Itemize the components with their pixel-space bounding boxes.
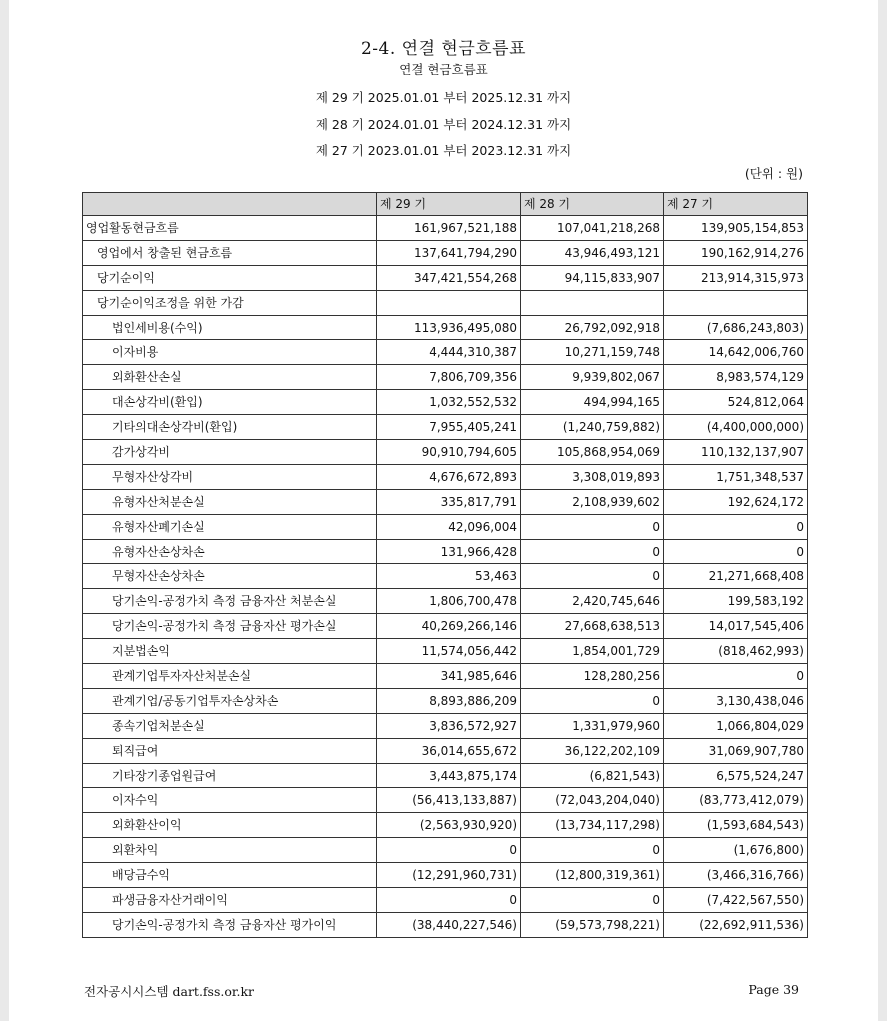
table-row	[83, 240, 808, 265]
row-label: 기타장기종업원급여	[83, 763, 377, 788]
value-cell-period-28: (72,043,204,040)	[521, 788, 664, 813]
value-cell-period-29: 113,936,495,080	[377, 315, 521, 340]
value-cell-period-29: 90,910,794,605	[377, 440, 521, 465]
value-cell-period-29: 1,806,700,478	[377, 589, 521, 614]
table-row	[83, 614, 808, 639]
value-cell-period-28: 43,946,493,121	[521, 240, 664, 265]
value-cell-period-27: 110,132,137,907	[664, 440, 808, 465]
value-cell-period-29: 347,421,554,268	[377, 265, 521, 290]
value-cell-period-29: (38,440,227,546)	[377, 912, 521, 937]
table-row	[83, 763, 808, 788]
table-row	[83, 788, 808, 813]
value-cell-period-27: 0	[664, 539, 808, 564]
row-label: 당기순이익조정을 위한 가감	[83, 290, 377, 315]
table-row	[83, 713, 808, 738]
value-cell-period-28: 107,041,218,268	[521, 216, 664, 241]
value-cell-period-29: 0	[377, 888, 521, 913]
table-row	[83, 415, 808, 440]
row-label: 배당금수익	[83, 863, 377, 888]
value-cell-period-28: 128,280,256	[521, 664, 664, 689]
value-cell-period-28: (6,821,543)	[521, 763, 664, 788]
table-row	[83, 888, 808, 913]
table-row	[83, 290, 808, 315]
value-cell-period-28: 0	[521, 888, 664, 913]
value-cell-period-27: 192,624,172	[664, 489, 808, 514]
value-cell-period-29: 36,014,655,672	[377, 738, 521, 763]
cash-flow-table	[82, 192, 808, 938]
row-label: 파생금융자산거래이익	[83, 888, 377, 913]
header-cell-period-27: 제 27 기	[664, 193, 808, 216]
value-cell-period-29: 42,096,004	[377, 514, 521, 539]
value-cell-period-28: 27,668,638,513	[521, 614, 664, 639]
period-line-28: 제 28 기 2024.01.01 부터 2024.12.31 까지	[315, 117, 572, 132]
table-row	[83, 216, 808, 241]
value-cell-period-27	[664, 290, 808, 315]
value-cell-period-29: 161,967,521,188	[377, 216, 521, 241]
value-cell-period-28: 10,271,159,748	[521, 340, 664, 365]
row-label: 외화환산손실	[83, 365, 377, 390]
footer-source: 전자공시시스템 dart.fss.or.kr	[84, 984, 255, 999]
value-cell-period-28: 0	[521, 539, 664, 564]
row-label: 외환차익	[83, 838, 377, 863]
value-cell-period-27: 199,583,192	[664, 589, 808, 614]
value-cell-period-28: 9,939,802,067	[521, 365, 664, 390]
value-cell-period-29: 11,574,056,442	[377, 639, 521, 664]
value-cell-period-27: 14,642,006,760	[664, 340, 808, 365]
value-cell-period-28: 1,854,001,729	[521, 639, 664, 664]
value-cell-period-29: 0	[377, 838, 521, 863]
row-label: 이자비용	[83, 340, 377, 365]
row-label: 기타의대손상각비(환입)	[83, 415, 377, 440]
row-label: 유형자산폐기손실	[83, 514, 377, 539]
value-cell-period-29: 1,032,552,532	[377, 390, 521, 415]
table-body	[83, 216, 808, 938]
table-row	[83, 813, 808, 838]
row-label: 지분법손익	[83, 639, 377, 664]
table-row	[83, 489, 808, 514]
value-cell-period-29: 4,676,672,893	[377, 464, 521, 489]
value-cell-period-28: 0	[521, 688, 664, 713]
value-cell-period-28: (59,573,798,221)	[521, 912, 664, 937]
value-cell-period-27: 1,066,804,029	[664, 713, 808, 738]
value-cell-period-28: 494,994,165	[521, 390, 664, 415]
row-label: 영업에서 창출된 현금흐름	[83, 240, 377, 265]
value-cell-period-29: (2,563,930,920)	[377, 813, 521, 838]
value-cell-period-29: 53,463	[377, 564, 521, 589]
document-title: 2-4. 연결 현금흐름표	[360, 39, 527, 59]
value-cell-period-29: 341,985,646	[377, 664, 521, 689]
value-cell-period-27: (22,692,911,536)	[664, 912, 808, 937]
table-row	[83, 514, 808, 539]
value-cell-period-29: 8,893,886,209	[377, 688, 521, 713]
value-cell-period-29: 3,836,572,927	[377, 713, 521, 738]
value-cell-period-27: 31,069,907,780	[664, 738, 808, 763]
value-cell-period-28: 26,792,092,918	[521, 315, 664, 340]
table-row	[83, 688, 808, 713]
value-cell-period-28: (13,734,117,298)	[521, 813, 664, 838]
header-cell-period-28: 제 28 기	[521, 193, 664, 216]
table-row	[83, 589, 808, 614]
value-cell-period-29: 7,806,709,356	[377, 365, 521, 390]
value-cell-period-29: 335,817,791	[377, 489, 521, 514]
value-cell-period-27: 14,017,545,406	[664, 614, 808, 639]
table-row	[83, 340, 808, 365]
table-row	[83, 838, 808, 863]
value-cell-period-28: 2,108,939,602	[521, 489, 664, 514]
table-row	[83, 464, 808, 489]
table-header-row	[83, 193, 808, 216]
value-cell-period-27: (1,676,800)	[664, 838, 808, 863]
row-label: 외화환산이익	[83, 813, 377, 838]
row-label: 당기순이익	[83, 265, 377, 290]
value-cell-period-28: 105,868,954,069	[521, 440, 664, 465]
value-cell-period-27: 524,812,064	[664, 390, 808, 415]
value-cell-period-28: 1,331,979,960	[521, 713, 664, 738]
value-cell-period-27: 6,575,524,247	[664, 763, 808, 788]
row-label: 종속기업처분손실	[83, 713, 377, 738]
table-row	[83, 564, 808, 589]
value-cell-period-28: 0	[521, 514, 664, 539]
value-cell-period-27: 0	[664, 514, 808, 539]
value-cell-period-28	[521, 290, 664, 315]
value-cell-period-27: 1,751,348,537	[664, 464, 808, 489]
value-cell-period-27: 139,905,154,853	[664, 216, 808, 241]
table-row	[83, 863, 808, 888]
value-cell-period-28: 94,115,833,907	[521, 265, 664, 290]
header-cell-label	[83, 193, 377, 216]
value-cell-period-28: 2,420,745,646	[521, 589, 664, 614]
table-row	[83, 315, 808, 340]
value-cell-period-27: (1,593,684,543)	[664, 813, 808, 838]
value-cell-period-28: (12,800,319,361)	[521, 863, 664, 888]
value-cell-period-29: (12,291,960,731)	[377, 863, 521, 888]
row-label: 유형자산손상차손	[83, 539, 377, 564]
value-cell-period-27: (7,422,567,550)	[664, 888, 808, 913]
row-label: 감가상각비	[83, 440, 377, 465]
value-cell-period-29: 137,641,794,290	[377, 240, 521, 265]
value-cell-period-27: 21,271,668,408	[664, 564, 808, 589]
row-label: 당기손익-공정가치 측정 금융자산 평가손실	[83, 614, 377, 639]
value-cell-period-28: 0	[521, 564, 664, 589]
value-cell-period-28: (1,240,759,882)	[521, 415, 664, 440]
value-cell-period-29: 7,955,405,241	[377, 415, 521, 440]
value-cell-period-27: 8,983,574,129	[664, 365, 808, 390]
value-cell-period-29: 131,966,428	[377, 539, 521, 564]
table-row	[83, 539, 808, 564]
value-cell-period-27: 3,130,438,046	[664, 688, 808, 713]
value-cell-period-29	[377, 290, 521, 315]
value-cell-period-27: 190,162,914,276	[664, 240, 808, 265]
table-row	[83, 639, 808, 664]
row-label: 대손상각비(환입)	[83, 390, 377, 415]
table-row	[83, 265, 808, 290]
value-cell-period-28: 36,122,202,109	[521, 738, 664, 763]
value-cell-period-28: 0	[521, 838, 664, 863]
table-row	[83, 365, 808, 390]
value-cell-period-27: 0	[664, 664, 808, 689]
value-cell-period-27: (7,686,243,803)	[664, 315, 808, 340]
row-label: 이자수익	[83, 788, 377, 813]
row-label: 유형자산처분손실	[83, 489, 377, 514]
unit-label: (단위 : 원)	[744, 166, 803, 181]
row-label: 관계기업/공동기업투자손상차손	[83, 688, 377, 713]
footer-page-number: Page 39	[748, 982, 799, 997]
row-label: 퇴직급여	[83, 738, 377, 763]
row-label: 당기손익-공정가치 측정 금융자산 처분손실	[83, 589, 377, 614]
row-label: 영업활동현금흐름	[83, 216, 377, 241]
table-row	[83, 664, 808, 689]
row-label: 관계기업투자자산처분손실	[83, 664, 377, 689]
value-cell-period-29: (56,413,133,887)	[377, 788, 521, 813]
document-subtitle: 연결 현금흐름표	[399, 62, 488, 77]
value-cell-period-28: 3,308,019,893	[521, 464, 664, 489]
row-label: 무형자산손상차손	[83, 564, 377, 589]
table-row	[83, 738, 808, 763]
value-cell-period-27: (4,400,000,000)	[664, 415, 808, 440]
value-cell-period-27: (818,462,993)	[664, 639, 808, 664]
value-cell-period-27: 213,914,315,973	[664, 265, 808, 290]
row-label: 무형자산상각비	[83, 464, 377, 489]
value-cell-period-29: 3,443,875,174	[377, 763, 521, 788]
value-cell-period-29: 40,269,266,146	[377, 614, 521, 639]
header-cell-period-29: 제 29 기	[377, 193, 521, 216]
row-label: 법인세비용(수익)	[83, 315, 377, 340]
period-line-29: 제 29 기 2025.01.01 부터 2025.12.31 까지	[315, 90, 572, 105]
period-line-27: 제 27 기 2023.01.01 부터 2023.12.31 까지	[315, 143, 572, 158]
value-cell-period-27: (83,773,412,079)	[664, 788, 808, 813]
value-cell-period-27: (3,466,316,766)	[664, 863, 808, 888]
table-row	[83, 440, 808, 465]
value-cell-period-29: 4,444,310,387	[377, 340, 521, 365]
row-label: 당기손익-공정가치 측정 금융자산 평가이익	[83, 912, 377, 937]
table-row	[83, 912, 808, 937]
table-row	[83, 390, 808, 415]
